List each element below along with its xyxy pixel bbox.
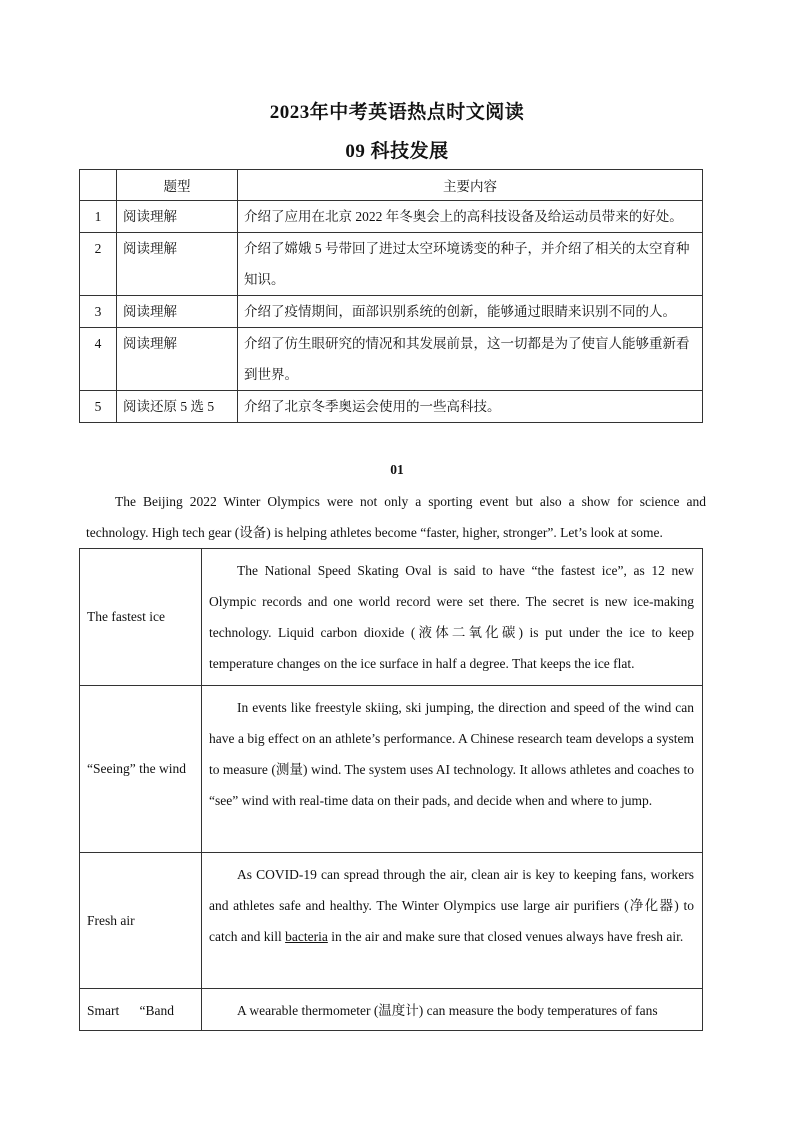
header-number: [80, 170, 117, 201]
underlined-word: bacteria: [285, 929, 328, 944]
page-subtitle: 09 科技发展: [345, 141, 449, 162]
row-number: 2: [80, 233, 117, 296]
row-content: 介绍了疫情期间，面部识别系统的创新，能够通过眼睛来识别不同的人。: [238, 296, 703, 328]
row-content: 介绍了应用在北京 2022 年冬奥会上的高科技设备及给运动员带来的好处。: [238, 201, 703, 233]
row-number: 5: [80, 391, 117, 423]
table-row: [80, 853, 703, 989]
table-row: [80, 686, 703, 853]
row-content: 介绍了北京冬季奥运会使用的一些高科技。: [238, 391, 703, 423]
feature-name: “Seeing” the wind: [80, 686, 202, 853]
row-number: 1: [80, 201, 117, 233]
feature-name: Smart “Band: [80, 989, 202, 1031]
row-type: 阅读还原 5 选 5: [117, 391, 238, 423]
row-number: 3: [80, 296, 117, 328]
feature-description: [202, 853, 703, 989]
row-type: 阅读理解: [117, 233, 238, 296]
summary-table: [79, 169, 703, 423]
feature-name: The fastest ice: [80, 549, 202, 686]
header-content: 主要内容: [238, 170, 703, 201]
row-number: 4: [80, 328, 117, 391]
table-row: [80, 989, 703, 1031]
table-row: [80, 233, 703, 296]
row-content: 介绍了嫦娥 5 号带回了进过太空环境诱变的种子，并介绍了相关的太空育种知识。: [238, 233, 703, 296]
row-content: 介绍了仿生眼研究的情况和其发展前景，这一切都是为了使盲人能够重新看到世界。: [238, 328, 703, 391]
table-row: [80, 549, 703, 686]
row-type: 阅读理解: [117, 201, 238, 233]
feature-description: In events like freestyle skiing, ski jumping, the direction and speed of the wind can have a big effect on an athlete’s performance. A Chinese research team develops a system to measure (测量) wind. The system uses AI technology. It allows athletes and coaches to “see” wind with real-time data on their pads, and decide when and where to jump.: [202, 686, 703, 853]
header-type: 题型: [117, 170, 238, 201]
page-title: 2023年中考英语热点时文阅读: [269, 102, 525, 123]
intro-paragraph: The Beijing 2022 Winter Olympics were not only a sporting event but also a show for science and technology. High tech gear (设备) is helping athletes become “faster, higher, stronger”. Let’s look at some.: [86, 494, 706, 540]
table-row: [80, 296, 703, 328]
feature-description: A wearable thermometer (温度计) can measure the body temperatures of fans: [202, 989, 703, 1031]
feature-name: Fresh air: [80, 853, 202, 989]
desc-text: in the air and make sure that closed venues always have fresh air.: [327, 929, 684, 944]
section-number: 01: [390, 462, 404, 477]
features-table: [79, 548, 703, 1031]
table-row: [80, 391, 703, 423]
row-type: 阅读理解: [117, 328, 238, 391]
desc-text: As COVID-19 can spread through the air, clean air is key to keeping fans, workers and athletes safe and healthy. The Winter Olympics use large air purifiers (净化器) to catch and kill: [209, 867, 694, 944]
table-row: [80, 201, 703, 233]
feature-description: The National Speed Skating Oval is said to have “the fastest ice”, as 12 new Olympic records and one world record were set there. The secret is new ice-making technology. Liquid carbon dioxide (液体二氧化碳) is put under the ice to keep temperature changes on the ice surface in half a degree. That keeps the ice flat.: [202, 549, 703, 686]
table-header-row: [80, 170, 703, 201]
row-type: 阅读理解: [117, 296, 238, 328]
table-row: [80, 328, 703, 391]
